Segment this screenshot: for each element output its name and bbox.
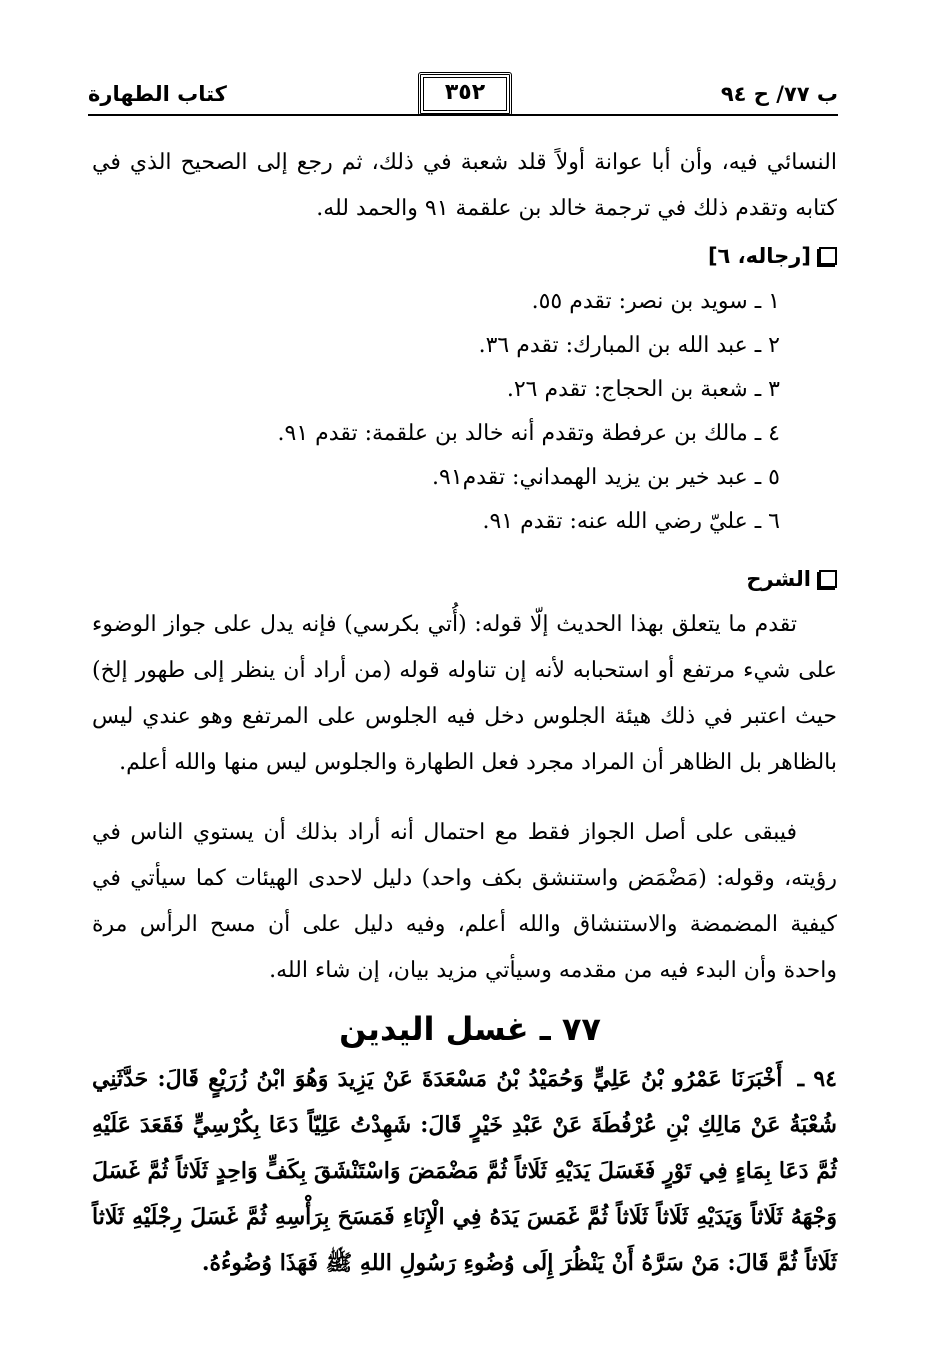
narrator-item: ٥ ـ عبد خير بن يزيد الهمداني: تقدم٩١. [432,465,780,490]
hadith-text: أَخْبَرَنَا عَمْرُو بْنُ عَلِيٍّ وَحُمَيْدُ بْنُ مَسْعَدَةَ عَنْ يَزِيدَ وَهُوَ ابْنُ زُرَيْعٍ قَالَ: حَدَّثَنِي شُعْبَةُ عَنْ مَالِكِ بْنِ عُرْفُطَةَ عَنْ عَبْدِ خَيْرٍ قَالَ: شَهِدْتُ عَلِيّاً دَعَا بِكُرْسِيٍّ فَقَعَدَ عَلَيْهِ ثُمَّ دَعَا بِمَاءٍ فِي تَوْرٍ فَغَسَلَ يَدَيْهِ ثَلَاثاً ثُمَّ مَضْمَضَ وَاسْتَنْشَقَ بِكَفٍّ وَاحِدٍ ثَلَاثاً ثُمَّ غَسَلَ وَجْهَهُ ثَلَاثاً وَيَدَيْهِ ثَلَاثاً ثَلَاثاً ثُمَّ غَمَسَ يَدَهُ فِي الْإِنَاءِ فَمَسَحَ بِرَأْسِهِ ثُمَّ غَسَلَ رِجْلَيْهِ ثَلَاثاً ثَلَاثاً ثُمَّ قَالَ: مَنْ سَرَّهُ أَنْ يَنْظُرَ إِلَى وُضُوءِ رَسُولِ اللهِ ﷺ فَهَذَا وُضُوءُهُ. [92,1066,837,1276]
checkbox-square-icon [819,247,837,265]
narrator-item: ٦ ـ عليّ رضي الله عنه: تقدم ٩١. [482,509,780,534]
intro-paragraph: النسائي فيه، وأن أبا عوانة أولاً قلد شعبة في ذلك، ثم رجع إلى الصحيح الذي في كتابه وتقدم ذلك في ترجمة خالد بن علقمة ٩١ والحمد لله. [92,150,837,221]
narrators-list [140,280,780,544]
commentary-heading-label: الشرح [746,567,811,591]
narrators-heading-label: [رجاله، ٦] [707,244,811,268]
narrator-item: ٣ ـ شعبة بن الحجاج: تقدم ٢٦. [506,377,780,402]
chapter-hadith-reference: ب ٧٧/ ح ٩٤ [720,82,838,106]
narrator-item: ٤ ـ مالك بن عرفطة وتقدم أنه خالد بن علقمة: تقدم ٩١. [277,421,780,446]
commentary-paragraph-2: فيبقى على أصل الجواز فقط مع احتمال أنه أراد بذلك أن يستوي الناس في رؤيته، وقوله: (مَضْمَض واستنشق بكف واحد) دليل لاحدى الهيئات كما سيأتي في كيفية المضمضة والاستنشاق والله أعلم، وفيه دليل على أن مسح الرأس مرة واحدة وأن البدء فيه من مقدمه وسيأتي مزيد بيان، إن شاء الله. [92,820,837,983]
narrator-item: ١ ـ سويد بن نصر: تقدم ٥٥. [531,289,780,314]
page-header [88,78,838,114]
hadith-number: ٩٤ ـ [797,1066,837,1092]
narrators-heading [708,244,837,268]
commentary-heading [746,567,837,591]
hadith-text-block [92,1056,837,1286]
chapter-heading: ٧٧ ـ غسل اليدين [339,1010,601,1048]
checkbox-square-icon [819,570,837,588]
commentary-paragraph-1: تقدم ما يتعلق بهذا الحديث إلّا قوله: (أُتي بكرسي) فإنه يدل على جواز الوضوء على شيء مرتفع أو استحبابه لأنه إن تناوله قوله (من أراد أن ينظر إلى طهور إلخ) حيث اعتبر في ذلك هيئة الجلوس دخل فيه الجلوس على المرتفع وهو عندي ليس بالظاهر بل الظاهر أن المراد مجرد فعل الطهارة والجلوس ليس منها والله أعلم. [92,612,837,775]
header-rule [88,114,838,116]
narrator-item: ٢ ـ عبد الله بن المبارك: تقدم ٣٦. [478,333,780,358]
book-title: كتاب الطهارة [88,82,227,106]
page-number: ٣٥٢ [418,72,512,116]
